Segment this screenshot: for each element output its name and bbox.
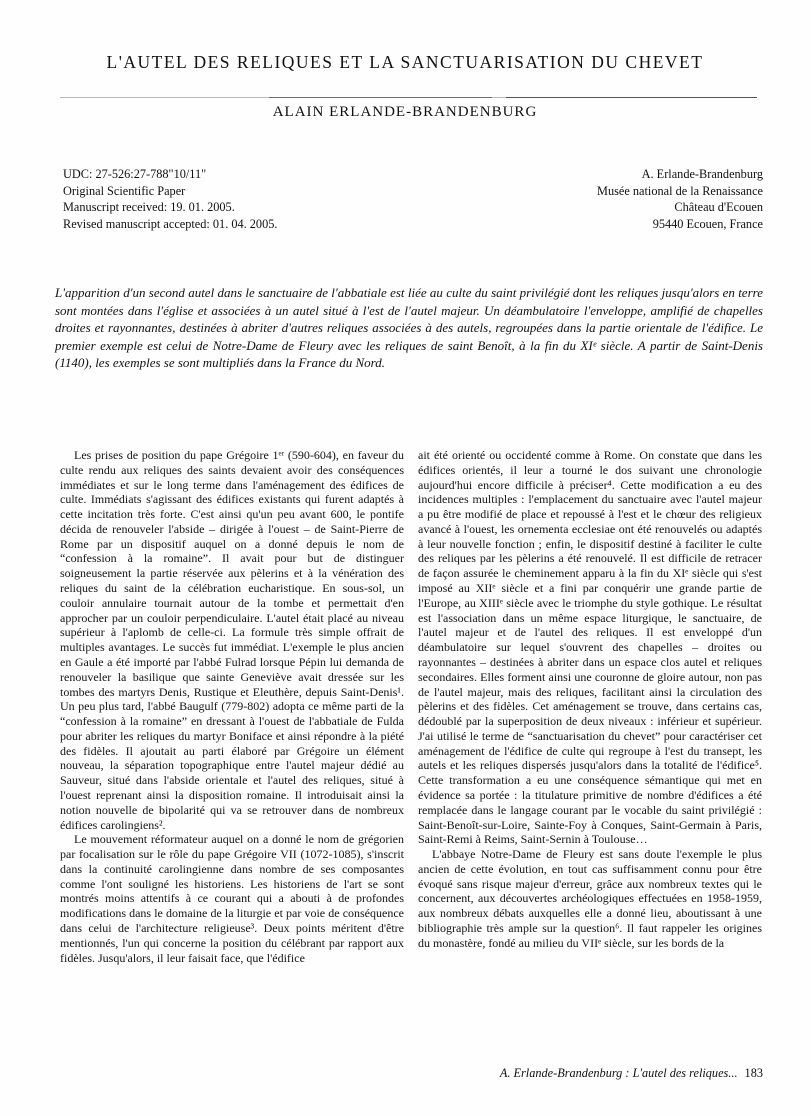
body-paragraph: Le mouvement réformateur auquel on a donné le nom de grégorien par focalisation sur le rôle du pape Grégoire VII (1072-1085), s'inscrit dans la continuité carolingienne dans nombre de ses composantes comme l'ont souligné les historiens. Les historiens de l'art se sont montrés moins attentifs à ce courant qui a abouti à de profondes modifications dans le domaine de la liturgie et par voie de conséquence dans celui de l'architecture religieuse³. Deux points méritent d'être mentionnés, l'un qui concerne la position du célébrant par rapport aux fidèles. Jusqu'alors, il leur faisait face, que l'édifice [60, 832, 404, 965]
author-affiliation [443, 166, 763, 232]
body-right-column [418, 448, 762, 951]
publication-metadata [63, 166, 443, 232]
affiliation-address-line: 95440 Ecouen, France [652, 216, 763, 231]
affiliation-author-line: A. Erlande-Brandenburg [641, 167, 763, 181]
title-divider [60, 97, 757, 98]
affiliation-building-line: Château d'Ecouen [674, 200, 763, 214]
body-paragraph: ait été orienté ou occidenté comme à Rome. On constate que dans les édifices orientés, il leur a tourné le dos suivant une chronologie aujourd'hui encore difficile à préciser⁴. Cette modification a eu des incidences multiples : l'emplacement du sanctuaire avec l'autel majeur a pu être modifié de place et repoussé à l'est et le chœur des religieux avancé à l'ouest, les ornementa ecclesiae ont été renouvelés ou adaptés à leur nouvelle fonction ; enfin, le dispositif destiné à faciliter le culte des reliques par les pèlerins a été renouvelé. Il est difficile de retracer de façon assurée le cheminement apparu à la fin du XIᵉ siècle qui s'est imposé au XIIᵉ siècle et a fini par conquérir une grande partie de l'Europe, au XIIIᵉ siècle avec le triomphe du style gothique. Le résultat est l'association dans un même espace liturgique, le sanctuaire, de l'autel majeur et de l'autel des reliques. Il est enveloppé d'un déambulatoire sur lequel s'ouvrent des chapelles – droites ou rayonnantes – destinées à abriter dans un espace clos autel et reliques secondaires. Elles forment ainsi une couronne de gloire autour, non pas de l'autel majeur, mais des reliques, facilitant ainsi la circulation des pèlerins et des fidèles. Cet aménagement se trouve, dans certains cas, dédoublé par la superposition de deux niveaux : inférieur et supérieur. J'ai utilisé le terme de “sanctuarisation du chevet” pour caractériser cet aménagement de l'édifice de culte qui regroupe à l'est du transept, les autels et les reliques dispersés jusqu'alors dans la totalité de l'édifice⁵. Cette transformation a eu une conséquence sémantique qui met en évidence sa portée : la titulature primitive de nombre d'édifices a été remplacée dans le langage courant par le vocable du saint privilégié : Saint-Benoît-sur-Loire, Sainte-Foy à Conques, Saint-Germain à Paris, Saint-Remi à Reims, Saint-Sernin à Toulouse… [418, 448, 762, 847]
abstract-text: L'apparition d'un second autel dans le sanctuaire de l'abbatiale est liée au culte du saint privilégié dont les reliques jusqu'alors en terre sont montées dans l'église et associées à un autel situé à l'est de l'autel majeur. Un déambulatoire l'enveloppe, amplifié de chapelles droites et rayonnantes, destinées à abriter d'autres reliques associées à des autels, regroupées dans la partie orientale de l'édifice. Le premier exemple est celui de Notre-Dame de Fleury avec les reliques de saint Benoît, à la fin du XIᵉ siècle. A partir de Saint-Denis (1140), les exemples se sont multipliés dans la France du Nord. [55, 285, 763, 371]
running-title: A. Erlande-Brandenburg : L'autel des reliques... [499, 1066, 738, 1080]
paper-author: ALAIN ERLANDE-BRANDENBURG [272, 104, 538, 120]
body-paragraph: Les prises de position du pape Grégoire 1ᵉʳ (590-604), en faveur du culte rendu aux reliques des saints devaient avoir des conséquences immédiates et sur le long terme dans l'aménagement des édifices de culte. Immédiats s'agissant des édifices existants qui furent adaptés à cette incitation très forte. C'est ainsi qu'un peu avant 600, le pontife décida de renouveler l'abside – dirigée à l'ouest – de Saint-Pierre de Rome par un dispositif auquel on a donné depuis le nom de “confession à la romaine”. Il avait pour but de distinguer soigneusement la partie réservée aux pèlerins et à la vénération des reliques du saint de la célébration eucharistique. En sous-sol, un couloir annulaire tournait autour de la tombe et permettait d'en approcher par un couloir perpendiculaire. L'autel était placé au niveau supérieur à l'aplomb de celle-ci. La formule très simple offrait de multiples avantages. Le succès fut immédiat. L'exemple le plus ancien en Gaule a été importé par l'abbé Fulrad lorsque Pépin lui demanda de renouveler la basilique que sainte Geneviève avait dressée sur les tombes des martyrs Denis, Rustique et Eleuthère, depuis Saint-Denis¹. Un peu plus tard, l'abbé Baugulf (779-802) adopta ce même parti de la “confession à la romaine” en dressant à l'ouest de l'abbatiale de Fulda pour abriter les reliques du martyr Boniface et ainsi répondre à la piété des fidèles. Il ajoutait au parti élaboré par Grégoire un élément nouveau, la séparation topographique entre l'autel majeur dédié au Sauveur, situé dans l'abside orientale et l'autel des reliques, situé à l'ouest reprenant ainsi la disposition romaine. Il introduisait ainsi la notion nouvelle de bipolarité qui va se retrouver dans de nombreux édifices carolingiens². [60, 448, 404, 832]
body-left-column [60, 448, 404, 965]
body-paragraph: L'abbaye Notre-Dame de Fleury est sans doute l'exemple le plus ancien de cette évolution, en tout cas suffisamment connu pour être évoqué sans risque majeur d'erreur, grâce aux nombreux textes qui le concernent, aux découvertes archéologiques effectuées en 1958-1959, aux nombreux débats auxquelles elle a donné lieu, aboutissant à une bibliographie très ample sur la question⁶. Il faut rappeler les origines du monastère, fondé au milieu du VIIᵉ siècle, sur les bords de la [418, 847, 762, 950]
paper-type-line: Original Scientific Paper [63, 183, 186, 198]
paper-title: L'AUTEL DES RELIQUES ET LA SANCTUARISATION DU CHEVET [106, 52, 704, 72]
affiliation-institution-line: Musée national de la Renaissance [597, 183, 763, 198]
page-number: 183 [744, 1066, 763, 1080]
page-footer [500, 1066, 763, 1081]
udc-line: UDC: 27-526:27-788"10/11" [63, 167, 207, 181]
manuscript-received-line: Manuscript received: 19. 01. 2005. [63, 200, 235, 214]
manuscript-accepted-line: Revised manuscript accepted: 01. 04. 2005. [63, 216, 278, 231]
